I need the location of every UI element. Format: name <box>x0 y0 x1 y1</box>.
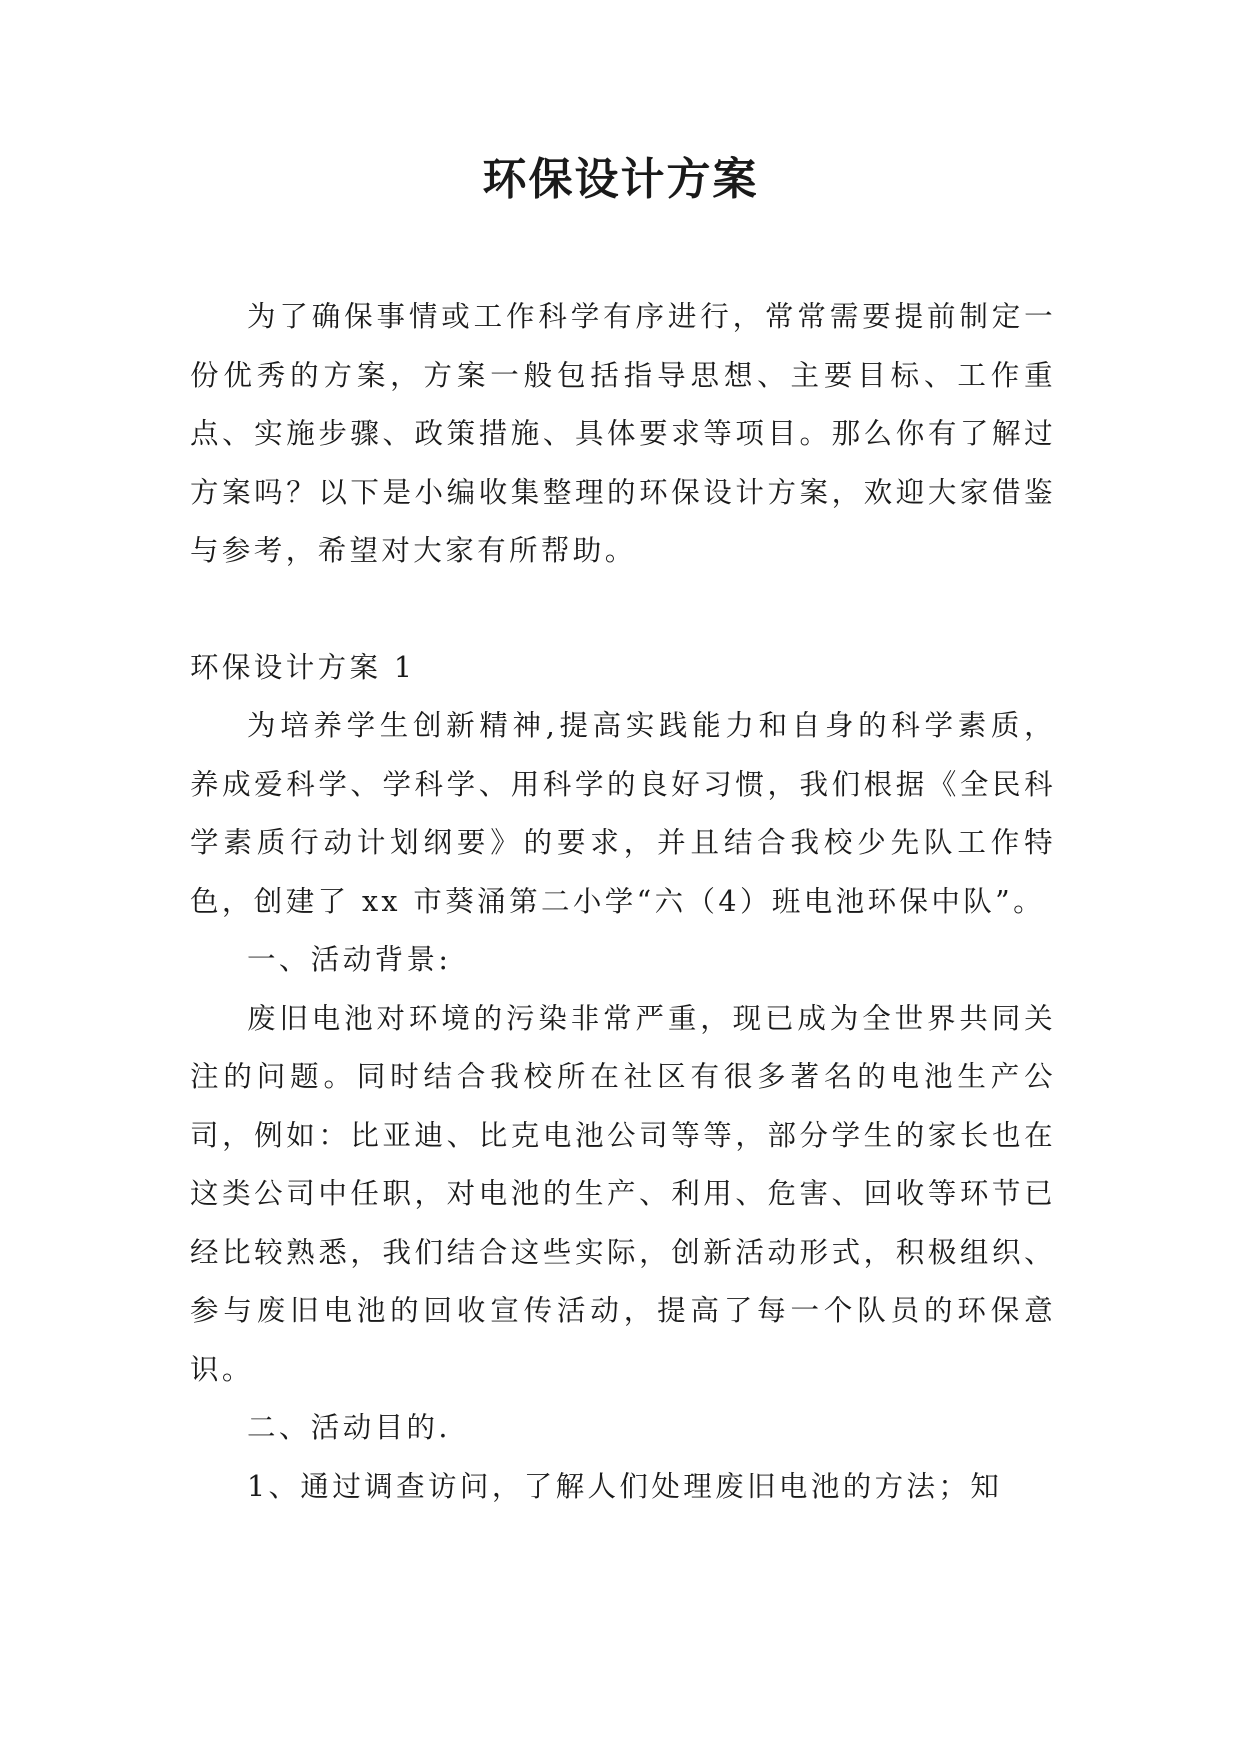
purpose-heading: 二、活动目的. <box>247 1411 451 1444</box>
purpose-item: 1、通过调查访问，了解人们处理废旧电池的方法；知 <box>247 1469 1003 1503</box>
background-heading: 一、活动背景: <box>247 943 452 976</box>
paragraph-gap <box>190 581 1056 639</box>
document-body <box>190 288 1056 1516</box>
background-paragraph: 废旧电池对环境的污染非常严重，现已成为全世界共同关注的问题。同时结合我校所在社区有很多著名的电池生产公司，例如：比亚迪、比克电池公司等等，部分学生的家长也在这类公司中任职，对电池的生产、利用、危害、回收等环节已经比较熟悉，我们结合这些实际，创新活动形式，积极组织、参与废旧电池的回收宣传活动，提高了每一个队员的环保意识。 <box>190 1001 1056 1386</box>
intro-paragraph: 为了确保事情或工作科学有序进行，常常需要提前制定一份优秀的方案，方案一般包括指导思想、主要目标、工作重点、实施步骤、政策措施、具体要求等项目。那么你有了解过方案吗？以下是小编收集整理的环保设计方案，欢迎大家借鉴与参考，希望对大家有所帮助。 <box>190 300 1056 567</box>
section-heading: 环保设计方案 1 <box>190 650 416 684</box>
document-title: 环保设计方案 <box>482 154 759 205</box>
section-paragraph: 为培养学生创新精神,提高实践能力和自身的科学素质，养成爱科学、学科学、用科学的良好习惯，我们根据《全民科学素质行动计划纲要》的要求，并且结合我校少先队工作特色，创建了 xx 市葵涌第二小学“六（4）班电池环保中队”。 <box>190 709 1056 918</box>
